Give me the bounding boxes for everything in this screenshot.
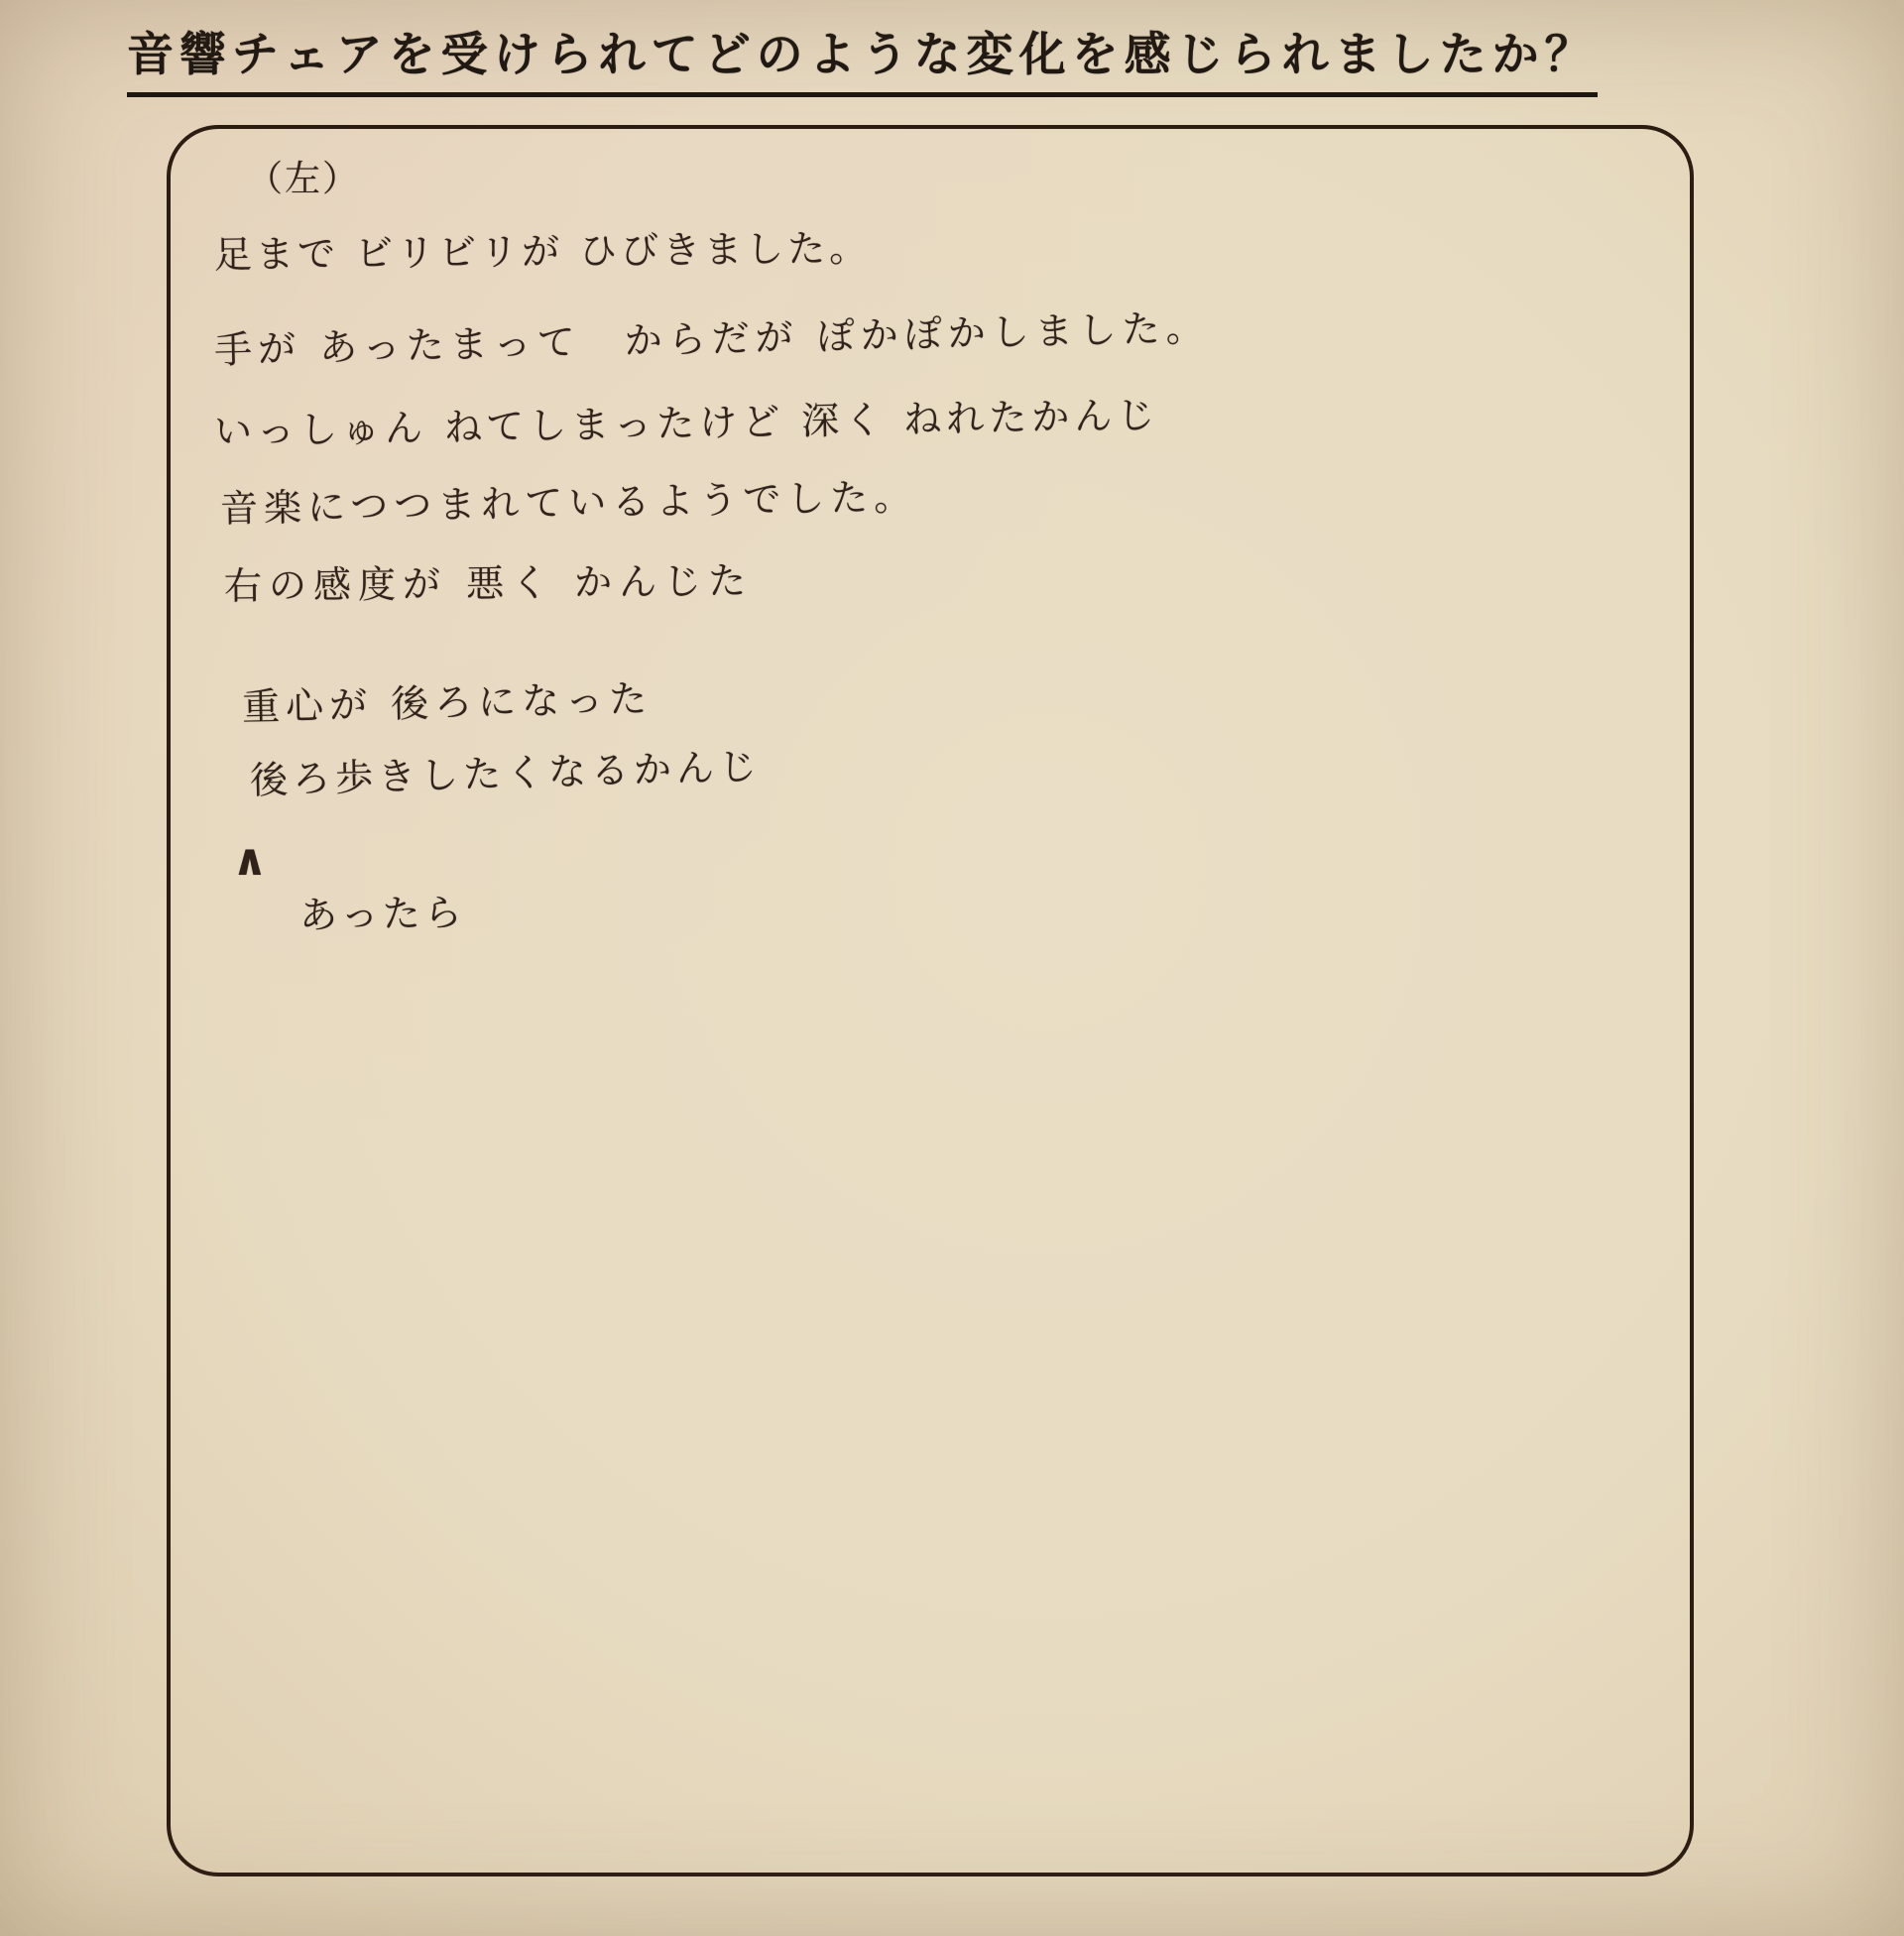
question-title: 音響チェアを受けられてどのような変化を感じられましたか？	[127, 18, 1598, 97]
handwritten-line: 手が あったまって からだが ぽかぽかしました。	[213, 305, 1211, 372]
handwritten-line: 足まで ビリビリが ひびきました。	[213, 226, 872, 277]
insertion-caret-mark: ∧	[232, 835, 272, 886]
handwritten-line: いっしゅん ねてしまったけど 深く ねれたかんじ	[213, 393, 1160, 453]
handwritten-line: 音楽につつまれているようでした。	[219, 474, 918, 531]
response-box	[167, 125, 1694, 1876]
handwritten-line: あったら	[298, 891, 467, 937]
handwritten-line: 後ろ歩きしたくなるかんじ	[249, 744, 763, 802]
handwritten-annotation-left: （左）	[247, 159, 361, 199]
handwritten-line: 重心が 後ろになった	[241, 676, 654, 729]
handwritten-line: 右の感度が 悪く かんじた	[223, 558, 754, 608]
